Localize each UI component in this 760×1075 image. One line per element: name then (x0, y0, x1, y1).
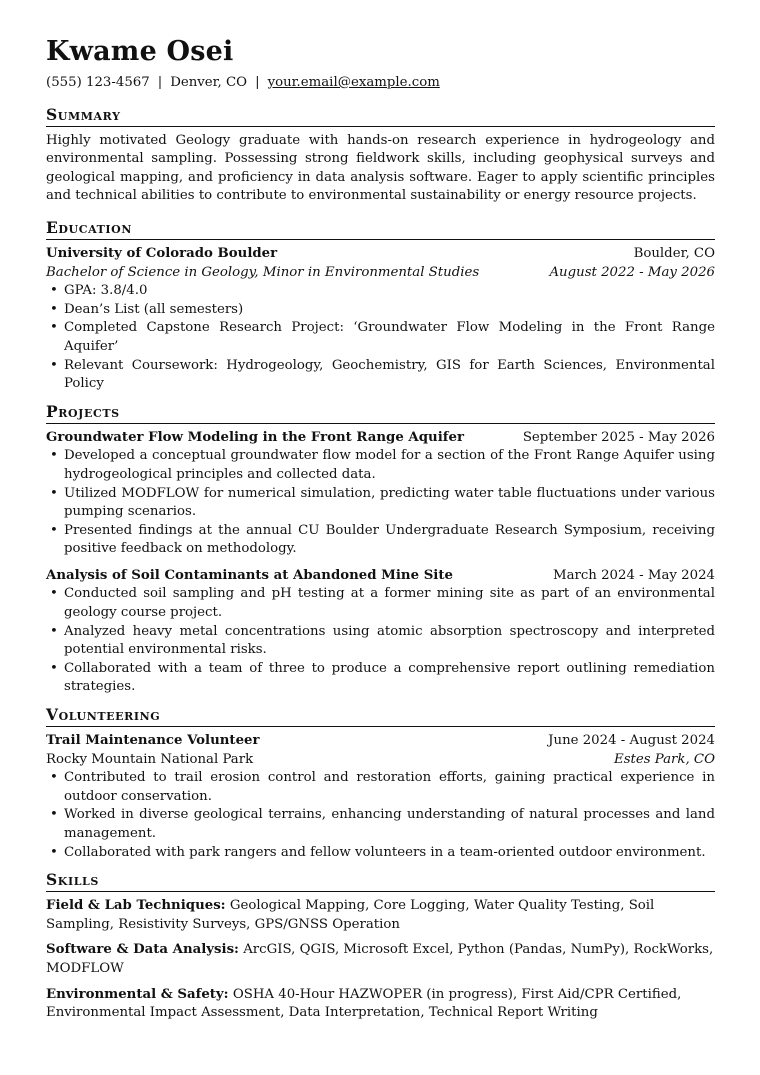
list-item: • Utilized MODFLOW for numerical simulation, predicting water table fluctuations under various pumping scenarios. (64, 485, 715, 522)
degree: Bachelor of Science in Geology, Minor in Environmental Studies (46, 264, 480, 280)
skill-text: OSHA 40-Hour HAZWOPER (in progress), First Aid/CPR Certified, Environmental Impact Assessment, Data Interpretation, Technical Report Writing (46, 986, 682, 1021)
list-item: • Completed Capstone Research Project: ‘Groundwater Flow Modeling in the Front Range Aquifer’ (64, 319, 715, 356)
phone-number: (555) 123-4567 (46, 75, 150, 90)
project-bullets (46, 585, 715, 697)
project-name: Analysis of Soil Contaminants at Abandoned Mine Site (46, 567, 453, 583)
school-location: Boulder, CO (633, 245, 715, 261)
skill-line (46, 897, 715, 934)
section-title-volunteering: Volunteering (46, 705, 715, 727)
projects-section (46, 402, 715, 697)
list-item: • Conducted soil sampling and pH testing at a former mining site as part of an environmental geology course project. (64, 585, 715, 622)
location: Denver, CO (170, 75, 248, 90)
summary-section (46, 105, 715, 206)
education-section (46, 218, 715, 394)
list-item: • Worked in diverse geological terrains, enhancing understanding of natural processes and land management. (64, 806, 715, 843)
skill-text: ArcGIS, QGIS, Microsoft Excel, Python (Pandas, NumPy), RockWorks, MODFLOW (46, 942, 714, 976)
separator: | (157, 75, 163, 90)
volunteer-entry (46, 732, 715, 862)
section-title-projects: Projects (46, 402, 715, 424)
list-item: • Presented findings at the annual CU Boulder Undergraduate Research Symposium, receiving positive feedback on methodology. (64, 522, 715, 559)
volunteer-org: Rocky Mountain National Park (46, 751, 254, 767)
skill-line (46, 986, 715, 1023)
volunteer-location: Estes Park, CO (613, 751, 715, 767)
project-dates: September 2025 - May 2026 (522, 429, 715, 445)
list-item: • Developed a conceptual groundwater flow model for a section of the Front Range Aquifer using hydrogeological principles and collected data. (64, 447, 715, 484)
skill-label: Software & Data Analysis: (46, 942, 239, 958)
volunteer-dates: June 2024 - August 2024 (548, 733, 715, 749)
list-item: • Collaborated with a team of three to produce a comprehensive report outlining remediation strategies. (64, 660, 715, 697)
list-item: • Contributed to trail erosion control and restoration efforts, gaining practical experience in outdoor conservation. (64, 769, 715, 806)
skill-label: Environmental & Safety: (46, 986, 229, 1002)
list-item: • GPA: 3.8/4.0 (64, 282, 715, 301)
volunteering-section (46, 705, 715, 862)
summary-text: Highly motivated Geology graduate with hands-on research experience in hydrogeology and environmental sampling. Possessing strong fieldwork skills, including geophysical surveys and geological mapping, and proficiency in data analysis software. Eager to apply scientific principles and technical abilities to contribute to environmental sustainability or energy resource projects. (46, 132, 715, 204)
education-bullets (46, 282, 715, 394)
skills-section (46, 870, 715, 1023)
project-dates: March 2024 - May 2024 (552, 567, 715, 583)
project-bullets (46, 447, 715, 559)
separator: | (255, 75, 260, 90)
section-title-skills: Skills (46, 870, 715, 892)
resume-page (46, 36, 715, 1030)
email-link[interactable]: your.email@example.com (267, 75, 440, 90)
education-entry (46, 245, 715, 394)
contact-line (46, 74, 715, 93)
volunteer-bullets (46, 769, 715, 862)
skill-label: Field & Lab Techniques: (46, 898, 226, 914)
project-name: Groundwater Flow Modeling in the Front Range Aquifer (46, 429, 464, 445)
section-title-summary: Summary (46, 105, 715, 127)
school-name: University of Colorado Boulder (46, 245, 278, 261)
list-item: • Relevant Coursework: Hydrogeology, Geochemistry, GIS for Earth Sciences, Environmental Policy (64, 357, 715, 394)
volunteer-role: Trail Maintenance Volunteer (46, 733, 260, 749)
education-dates: August 2022 - May 2026 (549, 264, 715, 280)
section-title-education: Education (46, 218, 715, 240)
skill-line (46, 941, 715, 978)
project-entry (46, 429, 715, 559)
candidate-name: Kwame Osei (46, 36, 234, 67)
list-item: • Analyzed heavy metal concentrations using atomic absorption spectroscopy and interpreted potential environmental risks. (64, 623, 715, 660)
project-entry (46, 567, 715, 697)
list-item: • Collaborated with park rangers and fellow volunteers in a team-oriented outdoor environment. (64, 844, 715, 863)
skill-text: Geological Mapping, Core Logging, Water Quality Testing, Soil Sampling, Resistivity Surveys, GPS/GNSS Operation (46, 898, 655, 932)
list-item: • Dean’s List (all semesters) (64, 301, 715, 320)
